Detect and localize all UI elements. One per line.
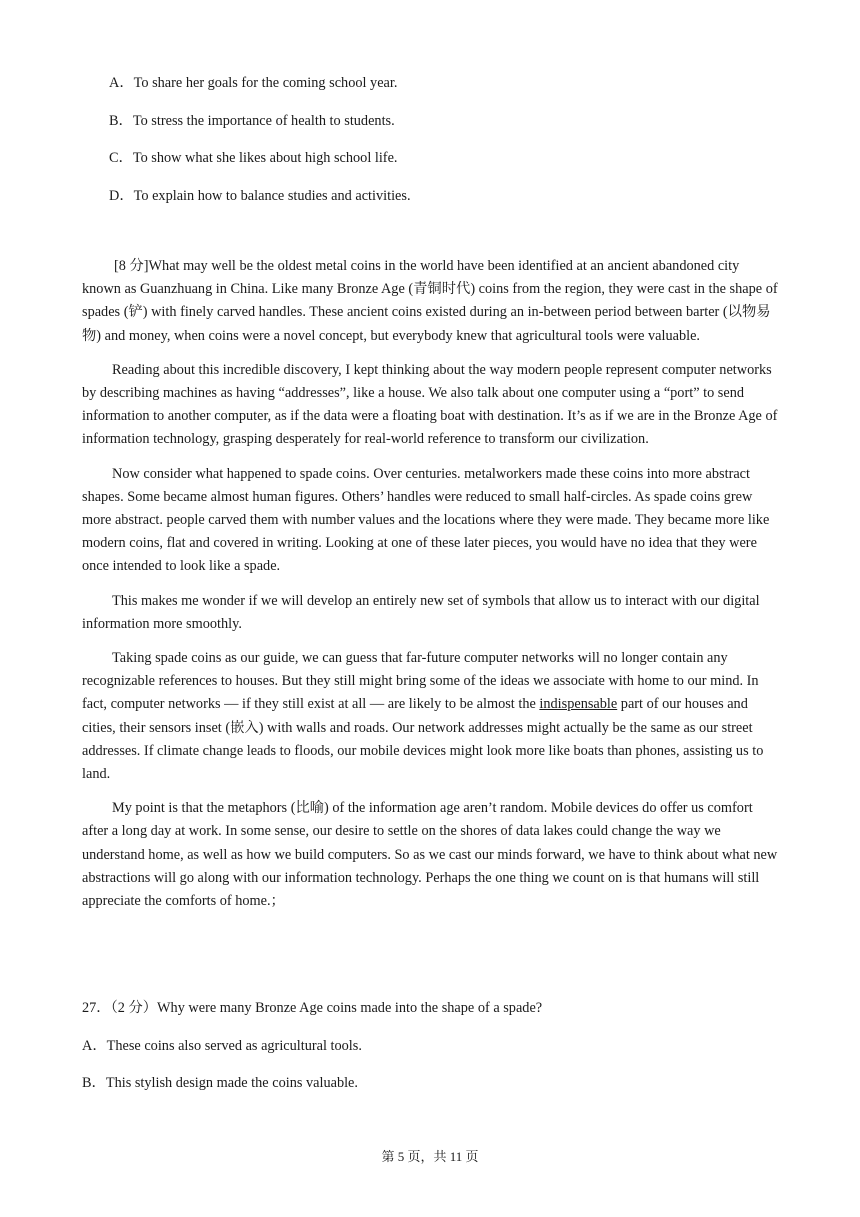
passage-paragraph-5 — [82, 647, 780, 786]
page-footer: 第 5 页，共 11 页 — [381, 1149, 479, 1164]
option-text: To share her goals for the coming school year. — [133, 75, 398, 91]
option-letter: D． — [109, 188, 134, 204]
option-letter: A． — [82, 1038, 107, 1054]
paragraph-text: part of our houses and cities, their sensors inset (嵌入) with walls and roads. Our network addresses might actually be the same as our street addresses. If climate change leads to floods, our mobile devices might look more like boats than phones, assisting us to land. — [82, 696, 764, 783]
paragraph-text: What may well be the oldest metal coins in the world have been identified at an ancient abandoned city known as Guanzhuang in China. Like many Bronze Age (青铜时代) coins from the region, they were cast in the shape of spades (铲) with finely carved handles. These ancient coins existed during an in-between period between barter (以物易物) and money, when coins were a novel concept, but everybody knew that agricultural tools were valuable. — [82, 258, 778, 344]
option-letter: B． — [109, 113, 133, 129]
underlined-word: indispensable — [539, 696, 618, 713]
passage-paragraph-2: Reading about this incredible discovery, I kept thinking about the way modern people represent computer networks by describing machines as having “addresses”, like a house. We also talk about one computer using a “port” to send information to another computer, as if the data were a floating boat with destination. It’s as if we are in the Bronze Age of information technology, grasping desperately for real-world reference to transform our civilization. — [82, 361, 778, 448]
passage-paragraph-4: This makes me wonder if we will develop an entirely new set of symbols that allow us to interact with our digital information more smoothly. — [82, 592, 760, 632]
option-b — [109, 111, 395, 131]
option-text: These coins also served as agricultural tools. — [106, 1038, 362, 1054]
paragraph-text: Taking spade coins as our guide, we can guess that far-future computer networks will no longer contain any recognizable references to houses. But they still might bring some of the ideas we associate with home to our mind. In fact, computer networks — if they still exist at all — are likely to be almost the — [82, 650, 759, 713]
option-c — [109, 148, 398, 168]
option-text: To show what she likes about high school life. — [132, 150, 398, 166]
option-d — [109, 186, 411, 206]
question-27-stem: 27．（2 分）Why were many Bronze Age coins made into the shape of a spade? — [82, 1000, 543, 1016]
score-tag: [8 分] — [114, 258, 149, 274]
question-27-option-b — [82, 1073, 358, 1093]
option-text: This stylish design made the coins valuable. — [105, 1075, 358, 1091]
option-text: To stress the importance of health to students. — [132, 113, 395, 129]
passage-paragraph-6: My point is that the metaphors (比喻) of the information age aren’t random. Mobile devices do offer us comfort after a long day at work. In some sense, our desire to settle on the shores of data lakes could change the way we understand home, as well as how we build computers. So as we cast our minds forward, we have to think about what new abstractions will go along with our information technology. Perhaps the one thing we count on is that humans will still appreciate the comforts of home.； — [82, 800, 778, 910]
option-letter: B． — [82, 1075, 106, 1091]
passage-paragraph-1 — [82, 255, 780, 348]
passage-paragraph-3: Now consider what happened to spade coins. Over centuries. metalworkers made these coins into more abstract shapes. Some became almost human figures. Others’ handles were reduced to small half-circles. As spade coins grew more abstract. people carved them with number values and the locations where they were made. They became more like modern coins, flat and covered in writing. Looking at one of these later pieces, you would have no idea that they were once intended to look like a spade. — [82, 465, 770, 575]
reading-passage — [82, 255, 780, 913]
option-text: To explain how to balance studies and activities. — [133, 188, 411, 204]
option-a — [109, 73, 397, 93]
question-27-option-a — [82, 1036, 362, 1056]
option-letter: C． — [109, 150, 133, 166]
option-letter: A． — [109, 75, 134, 91]
